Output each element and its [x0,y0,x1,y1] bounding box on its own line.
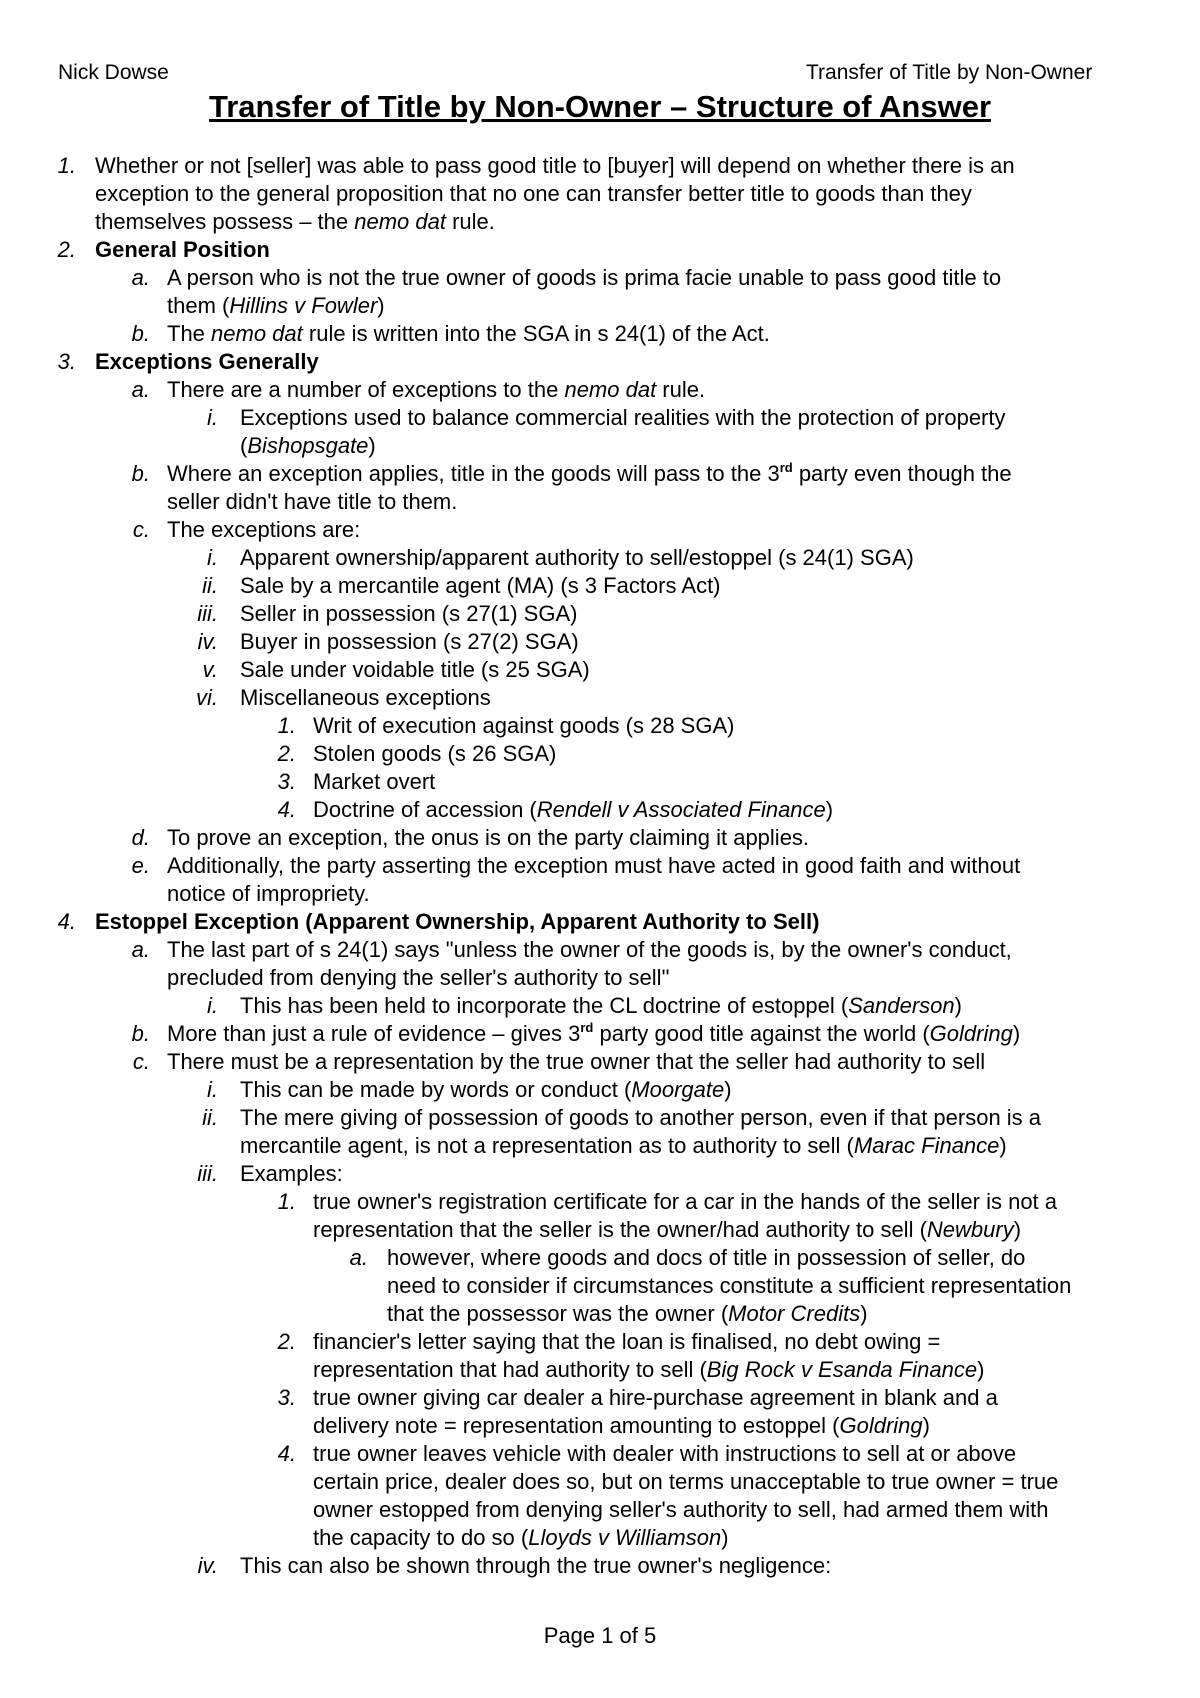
list-marker: 4. [57,909,76,934]
list-text: certain price, dealer does so, but on terms unacceptable to true owner = true [313,1469,1059,1494]
list-item [0,684,1200,712]
list-marker: a. [131,377,150,402]
list-marker: c. [132,1049,150,1074]
list-text: that the possessor was the owner (Motor Credits) [387,1301,868,1326]
list-text: true owner giving car dealer a hire-purchase agreement in blank and a [313,1385,998,1410]
list-marker: i. [207,1077,218,1102]
list-item [0,1020,1200,1048]
list-item [0,712,1200,740]
list-text: (Bishopsgate) [240,433,376,458]
list-item [0,964,1200,992]
list-item [0,1188,1200,1216]
list-marker: a. [131,265,150,290]
list-text: delivery note = representation amounting to estoppel (Goldring) [313,1413,930,1438]
section-heading-text: Estoppel Exception (Apparent Ownership, Apparent Authority to Sell) [95,909,820,934]
list-text: Whether or not [seller] was able to pass good title to [buyer] will depend on whether there is an [95,153,1015,178]
list-item [0,1160,1200,1188]
list-item [0,544,1200,572]
list-marker: 1. [277,713,296,738]
list-text: The mere giving of possession of goods to another person, even if that person is a [240,1105,1042,1130]
list-text: There are a number of exceptions to the nemo dat rule. [167,377,706,402]
list-item [0,1104,1200,1132]
section-heading-text: Exceptions Generally [95,349,319,374]
list-item [0,460,1200,488]
list-item [0,376,1200,404]
list-item [0,1328,1200,1356]
list-item [0,320,1200,348]
page-number: Page 1 of 5 [543,1623,657,1648]
list-item [0,740,1200,768]
list-item [0,1048,1200,1076]
list-marker: 4. [277,797,296,822]
list-text: notice of impropriety. [167,881,370,906]
list-text: however, where goods and docs of title in possession of seller, do [387,1245,1026,1270]
list-text: seller didn't have title to them. [167,489,458,514]
list-marker: 4. [277,1441,296,1466]
list-marker: 2. [57,237,76,262]
list-item [0,1468,1200,1496]
section-heading [0,908,1200,936]
list-text: precluded from denying the seller's authority to sell" [167,965,670,990]
list-marker: c. [132,517,150,542]
list-text: More than just a rule of evidence – gives 3rd party good title against the world (Goldring) [167,1019,1021,1046]
list-item [0,264,1200,292]
list-text: Apparent ownership/apparent authority to sell/estoppel (s 24(1) SGA) [240,545,914,570]
list-item [0,1384,1200,1412]
list-text: financier's letter saying that the loan is finalised, no debt owing = [313,1329,941,1354]
list-item [0,1272,1200,1300]
list-item [0,824,1200,852]
list-item [0,1300,1200,1328]
list-text: exception to the general proposition that no one can transfer better title to goods than they [95,181,972,206]
list-item [0,796,1200,824]
list-text: representation that had authority to sell (Big Rock v Esanda Finance) [313,1357,985,1382]
list-item [0,1356,1200,1384]
section-heading [0,348,1200,376]
list-marker: i. [207,405,218,430]
list-marker: 1. [277,1189,296,1214]
list-text: representation that the seller is the owner/had authority to sell (Newbury) [313,1217,1022,1242]
list-item [0,1412,1200,1440]
list-text: Doctrine of accession (Rendell v Associated Finance) [313,797,834,822]
list-item [0,404,1200,432]
list-item [0,1216,1200,1244]
list-text: true owner leaves vehicle with dealer with instructions to sell at or above [313,1441,1017,1466]
list-marker: v. [202,657,218,682]
list-item [0,1244,1200,1272]
list-marker: 3. [57,349,76,374]
list-item [0,292,1200,320]
list-item [0,656,1200,684]
list-item [0,852,1200,880]
list-item [0,628,1200,656]
list-item [0,1440,1200,1468]
list-item [0,768,1200,796]
list-item [0,1496,1200,1524]
list-text: Sale under voidable title (s 25 SGA) [240,657,590,682]
list-text: This can also be shown through the true owner's negligence: [240,1553,832,1578]
list-marker: ii. [202,1105,218,1130]
header-author: Nick Dowse [58,61,169,84]
list-item [0,152,1200,180]
list-marker: b. [131,461,150,486]
list-item [0,600,1200,628]
list-marker: 1. [57,153,76,178]
list-text: Writ of execution against goods (s 28 SGA) [313,713,735,738]
list-text: need to consider if circumstances constitute a sufficient representation [387,1273,1072,1298]
list-item [0,992,1200,1020]
list-marker: d. [131,825,150,850]
list-text: There must be a representation by the true owner that the seller had authority to sell [167,1049,986,1074]
list-item [0,1524,1200,1552]
list-text: Seller in possession (s 27(1) SGA) [240,601,578,626]
list-item [0,1552,1200,1580]
list-text: themselves possess – the nemo dat rule. [95,209,495,234]
list-item [0,208,1200,236]
list-text: Market overt [313,769,436,794]
list-text: Exceptions used to balance commercial realities with the protection of property [240,405,1006,430]
list-text: The exceptions are: [167,517,361,542]
list-text: the capacity to do so (Lloyds v Williamson) [313,1525,729,1550]
list-item [0,1132,1200,1160]
list-text: This has been held to incorporate the CL doctrine of estoppel (Sanderson) [240,993,962,1018]
list-marker: 3. [277,769,296,794]
list-marker: 3. [277,1385,296,1410]
list-text: A person who is not the true owner of goods is prima facie unable to pass good title to [167,265,1002,290]
list-text: The nemo dat rule is written into the SGA in s 24(1) of the Act. [167,321,770,346]
list-text: them (Hillins v Fowler) [167,293,385,318]
list-item [0,516,1200,544]
list-text: Buyer in possession (s 27(2) SGA) [240,629,579,654]
document-body [0,152,1200,1580]
list-text: Additionally, the party asserting the exception must have acted in good faith and without [167,853,1021,878]
list-text: This can be made by words or conduct (Moorgate) [240,1077,732,1102]
list-marker: 2. [277,741,296,766]
list-item [0,880,1200,908]
header-doc-label: Transfer of Title by Non-Owner [806,61,1093,84]
list-text: Stolen goods (s 26 SGA) [313,741,557,766]
list-marker: 2. [277,1329,296,1354]
list-marker: iii. [197,1161,218,1186]
list-marker: b. [131,321,150,346]
list-item [0,432,1200,460]
list-item [0,936,1200,964]
list-marker: a. [349,1245,368,1270]
list-item [0,572,1200,600]
list-text: Sale by a mercantile agent (MA) (s 3 Factors Act) [240,573,721,598]
list-marker: iv. [197,1553,218,1578]
list-marker: e. [131,853,150,878]
list-marker: ii. [202,573,218,598]
list-text: Where an exception applies, title in the goods will pass to the 3rd party even though the [167,459,1012,486]
list-marker: i. [207,545,218,570]
list-marker: iv. [197,629,218,654]
list-item [0,488,1200,516]
list-text: owner estopped from denying seller's authority to sell, had armed them with [313,1497,1049,1522]
list-text: true owner's registration certificate for a car in the hands of the seller is not a [313,1189,1058,1214]
list-marker: vi. [196,685,218,710]
section-heading-text: General Position [95,237,270,262]
list-text: Examples: [240,1161,343,1186]
list-item [0,1076,1200,1104]
list-marker: i. [207,993,218,1018]
section-heading [0,236,1200,264]
list-marker: iii. [197,601,218,626]
list-text: To prove an exception, the onus is on the party claiming it applies. [167,825,810,850]
list-text: Miscellaneous exceptions [240,685,491,710]
list-marker: a. [131,937,150,962]
list-marker: b. [131,1021,150,1046]
page-title: Transfer of Title by Non-Owner – Structure of Answer [208,89,992,124]
list-item [0,180,1200,208]
list-text: mercantile agent, is not a representation as to authority to sell (Marac Finance) [240,1133,1007,1158]
list-text: The last part of s 24(1) says "unless the owner of the goods is, by the owner's conduct, [167,937,1012,962]
